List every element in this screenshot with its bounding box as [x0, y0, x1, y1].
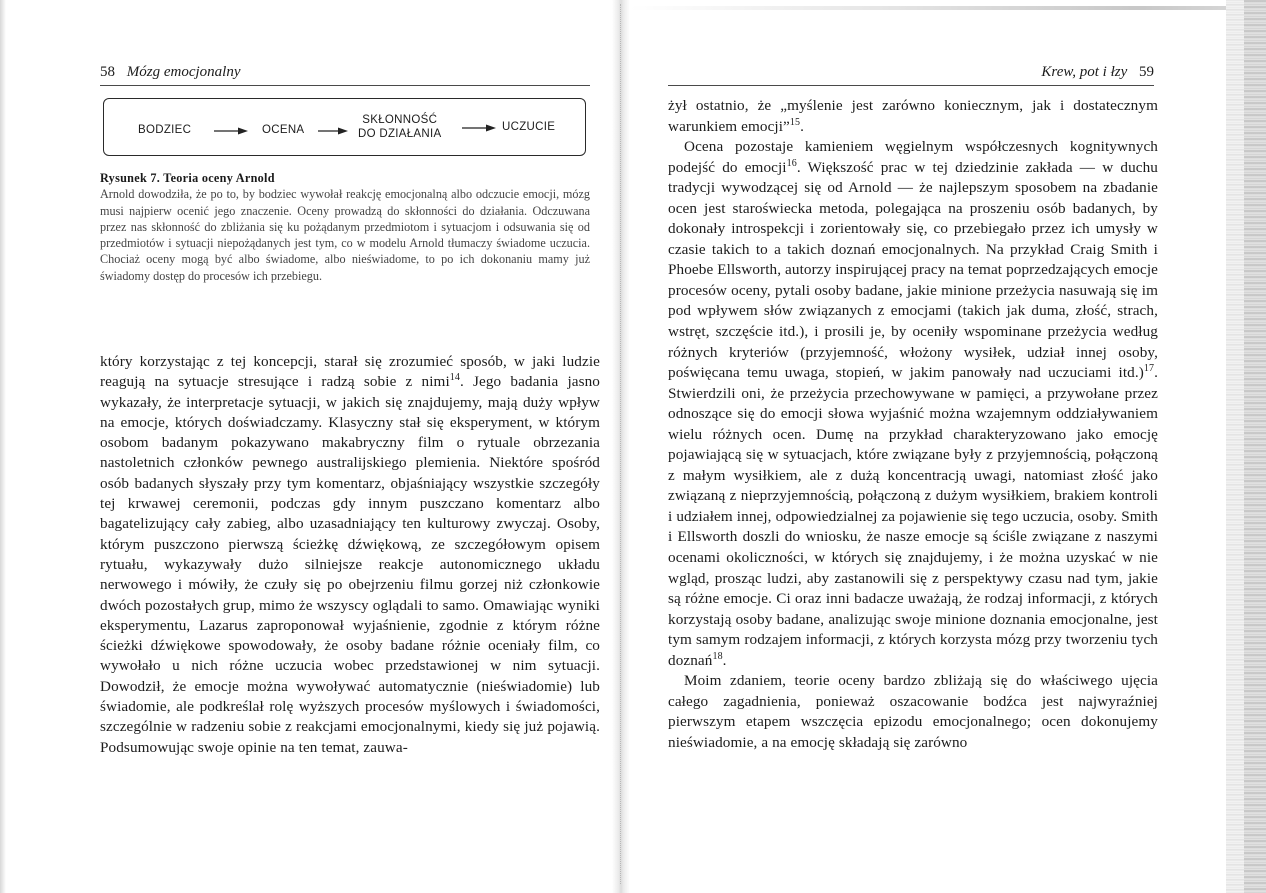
node-feeling: UCZUCIE	[502, 121, 556, 133]
scan-edge-left	[0, 0, 6, 893]
arrow-3	[462, 123, 496, 133]
p2-end: .	[722, 651, 727, 669]
figure-diagram	[103, 98, 586, 156]
p2-text-a: Ocena pozostaje kamieniem węgielnym współczesnych kognitywnych podejść do emocji	[668, 138, 1158, 176]
body-left-part1: który korzystając z tej koncepcji, starał się zrozumieć sposób, w jaki ludzie reagują na sytuacje stresujące i radzą sobie z nimi	[100, 353, 600, 391]
page-edge-dark	[1244, 0, 1266, 893]
figure-caption	[100, 170, 590, 284]
p1-text: żył ostatnio, że „myślenie jest zarówno koniecznym, jak i dostatecznym warunkiem emocji”	[668, 97, 1158, 135]
footnote-ref-17: 17	[1143, 363, 1155, 375]
body-text-left	[100, 352, 600, 758]
arrow-1	[214, 126, 248, 136]
scan-shadow-top	[630, 6, 1266, 10]
paragraph-2	[668, 137, 1158, 671]
running-header-right	[668, 64, 1154, 86]
p2-text-b: . Większość prac w tej dziedzinie zakłada — w duchu tradycji wywodzącej się od Arnold — że najlepszym sposobem na zbadanie ocen jest staroświecka metoda, polegająca na proszeniu osób badanych, by dokonały introspekcji i zorientowały się, co przebiegało przez ich umysły w czasie takich to a takich doznań emocjonalnych. Na przykład Craig Smith i Phoebe Ellsworth, autorzy inspirującej pracy na temat poprzedzających emocje procesów oceny, pytali osoby badane, jakie minione przeżycia nasuwają się im pod wpływem słów związanych z emocjami (takich jak duma, złość, strach, wstręt, szczęście itd.), i prosili je, by oceniły wspominane przeżycia według różnych kryteriów (przyjemność, włożony wysiłek, udział innej osoby, poświęcana temu uwaga, stopień, w jakim panowały nad uczuciami itd.)	[668, 158, 1158, 382]
footnote-ref-16: 16	[786, 157, 797, 169]
p1-end: .	[800, 117, 804, 135]
running-title-left: Mózg emocjonalny	[126, 64, 241, 80]
caption-title: Rysunek 7. Teoria oceny Arnold	[100, 171, 275, 185]
gutter-dots	[620, 4, 621, 884]
page-number-left: 58	[100, 64, 115, 80]
node-action-tendency-line2: DO DZIAŁANIA	[358, 128, 442, 140]
node-action-tendency-line1: SKŁONNOŚĆ	[362, 114, 438, 126]
running-title-right: Krew, pot i łzy	[1041, 64, 1128, 80]
footnote-ref-14: 14	[449, 372, 460, 384]
body-text-right	[668, 96, 1158, 754]
node-action-tendency	[358, 113, 441, 141]
page-number-right: 59	[1139, 64, 1154, 80]
paragraph-1	[668, 96, 1158, 137]
book-gutter	[612, 0, 630, 893]
node-stimulus: BODZIEC	[138, 124, 192, 136]
paragraph-3: Moim zdaniem, teorie oceny bardzo zbliżają się do właściwego ujęcia całego zagadnienia, ponieważ oszacowanie bodźca jest najwyraźniej pierwszym etapem wszczęcia epizodu emocjonalnego; ocen dokonujemy nieświadomie, a na emocję składają się zarówno	[668, 672, 1158, 751]
p2-text-c: . Stwierdzili oni, że przeżycia przechowywane w pamięci, a przywołane przez odnoszące się do emocji słowa wyjaśnić można wzajemnym oddziaływaniem wielu różnych ocen. Dumę na przykład charakteryzowano jako emocję pojawiającą się w sytuacjach, które związane były z przyjemnością, połączoną z małym wysiłkiem, ale z dużą koncentracją uwagi, natomiast złość jako związaną z nieprzyjemnością, połączoną z dużym wysiłkiem, brakiem kontroli i udziałem innej, odpowiedzialnej za pojawienie się tego uczucia, osoby. Smith i Ellsworth doszli do wniosku, że nasze emocje są ściśle związane z naszymi ocenami okoliczności, w których się znajdujemy, i że można uzyskać w nie wgląd, prosząc ludzi, aby zastanowili się z perspektywy czasu nad tym, jakie są różne emocje. Ci oraz inni badacze uważają, że rodzaj informacji, z których korzystają osoby badane, analizując swoje minione doznania emocjonalne, jest tym samym rodzajem informacji, z których korzysta mózg przy tworzeniu tych doznań	[668, 364, 1158, 669]
arrow-2	[318, 126, 348, 136]
footnote-ref-18: 18	[712, 650, 723, 662]
running-header-left	[100, 64, 590, 86]
body-left-part2: . Jego badania jasno wykazały, że interpretacje sytuacji, w jakich się znajdujemy, mają duży wpływ na emocje, których doświadczamy. Klasyczny stał się eksperyment, w którym osobom badanym pokazywano makabryczny film o rytuale obrzezania nastoletnich członków pewnego australijskiego plemienia. Niektóre spośród osób badanych słyszały przy tym komentarz, objaśniający wszystkie szczegóły tej krwawej ceremonii, podczas gdy innym puszczano komentarz albo bagatelizujący cały zabieg, albo uzasadniający ten kulturowy zwyczaj. Osoby, którym puszczono pierwszą ścieżkę dźwiękową, ze szczegółowym opisem rytuału, wykazywały dużo silniejsze reakcje autonomicznego układu nerwowego i mówiły, że czuły się po obejrzeniu filmu gorzej niż członkowie dwóch pozostałych grup, mimo że wszyscy oglądali to samo. Omawiając wyniki eksperymentu, Lazarus zaproponował wyjaśnienie, zgodnie z którym różne ścieżki dźwiękowe spowodowały, że osoby badane różnie oceniały film, co wywołało u nich różne uczucia wobec przedstawionej w nim sytuacji. Dowodził, że emocje można wywoływać automatycznie (nieświadomie) lub świadomie, ale podkreślał rolę wyższych procesów myślowych i świadomości, szczególnie w radzeniu sobie z reakcjami emocjonalnymi, kiedy się już pojawią. Podsumowując swoje opinie na ten temat, zauwa-	[100, 373, 601, 756]
node-appraisal: OCENA	[262, 124, 305, 136]
footnote-ref-15: 15	[789, 116, 801, 128]
caption-text: Arnold dowodziła, że po to, by bodziec wywołał reakcję emocjonalną albo odczucie emocji, mózg musi najpierw ocenić jego znaczenie. Oceny prowadzą do skłonności do działania. Odczuwana przez nas skłonność do zbliżania się ku pożądanym przedmiotom i sytuacjom i odsuwania się od przedmiotów i sytuacji niepożądanych jest tym, co w modelu Arnold tłumaczy świadome uczucia. Chociaż oceny mogą być albo świadome, albo nieświadome, to po ich dokonaniu mamy już świadomy dostęp do procesów ich przebiegu.	[100, 187, 590, 283]
